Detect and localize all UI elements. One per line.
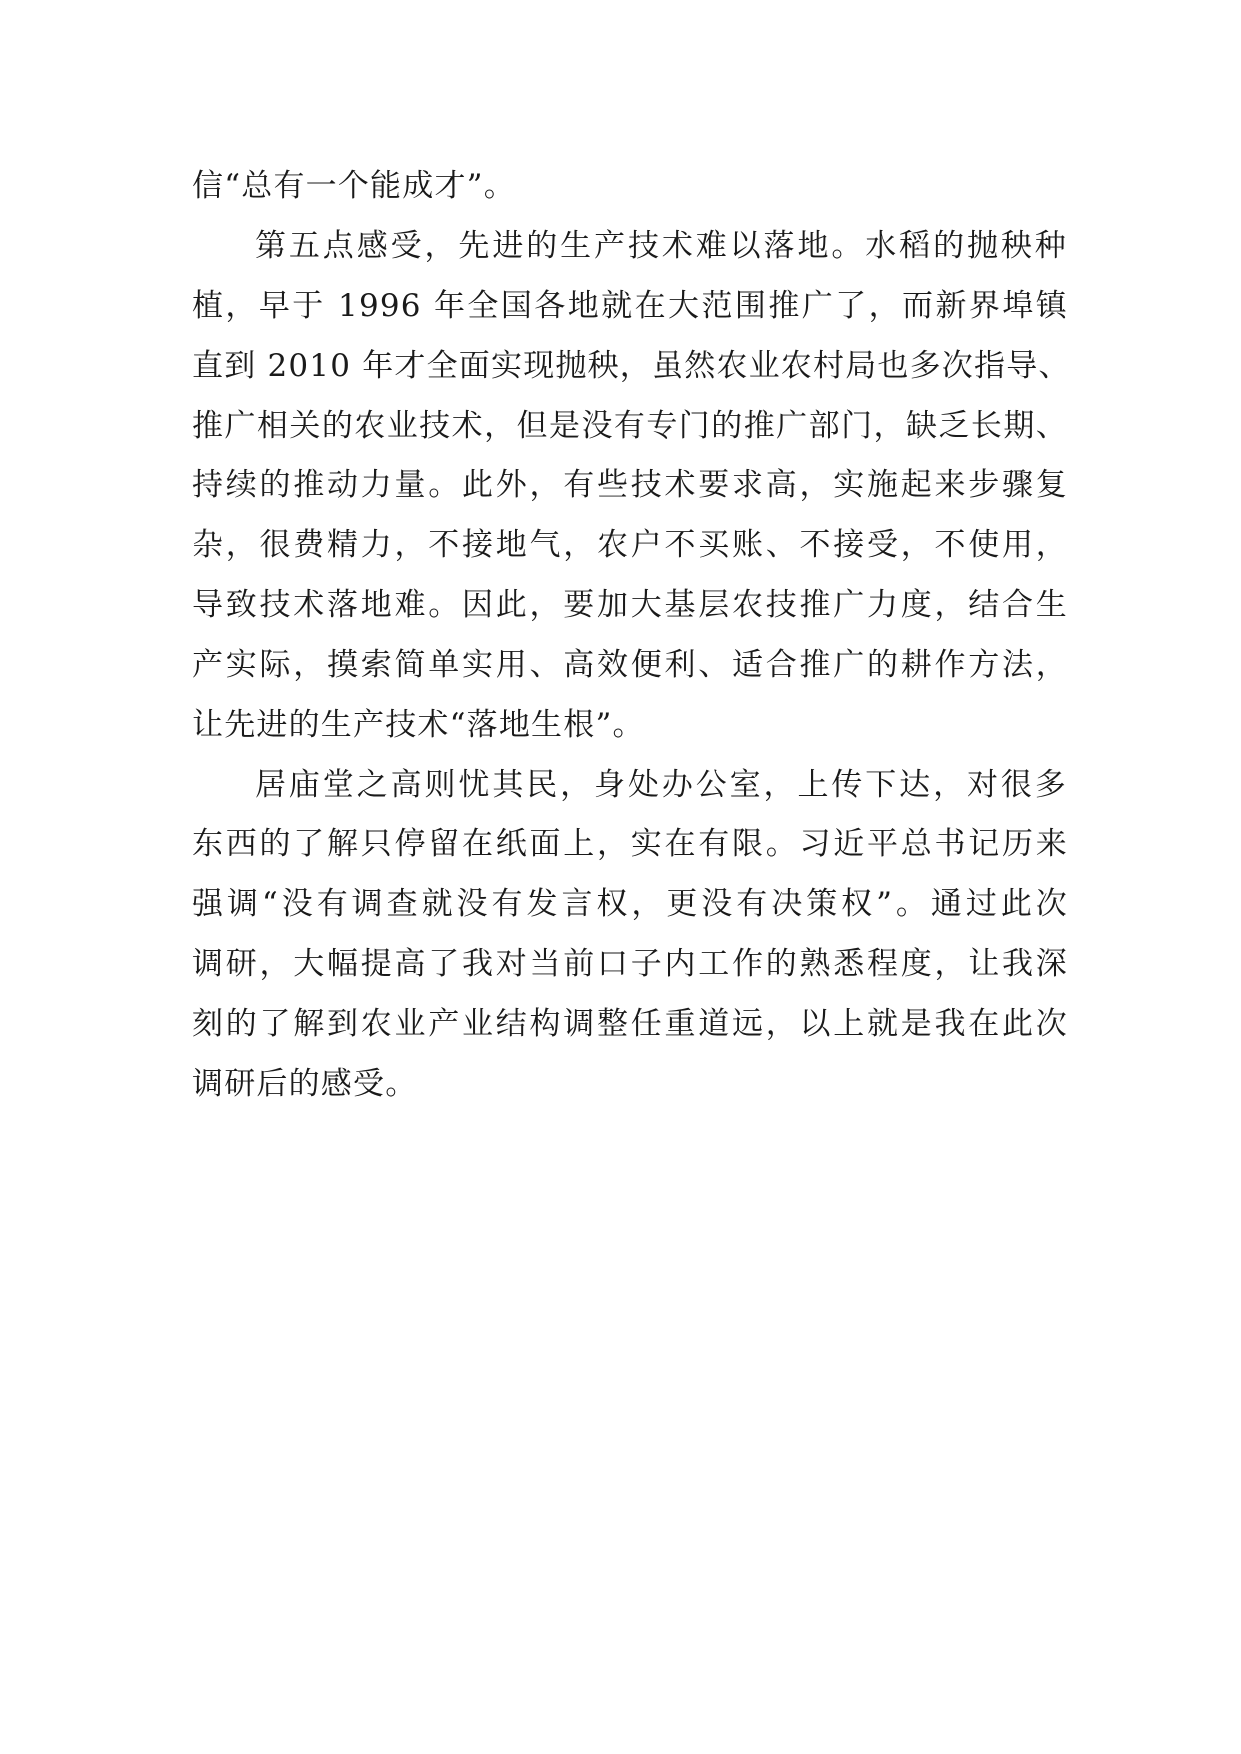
text-line: 让先进的生产技术“落地生根”。 (192, 707, 645, 743)
text-line: 强调“没有调查就没有发言权，更没有决策权”。通过此次 (192, 886, 1068, 922)
text-line: 刻的了解到农业产业结构调整任重道远，以上就是我在此次 (192, 1006, 1068, 1042)
text-line: 植，早于 1996 年全国各地就在大范围推广了，而新界埠镇 (192, 288, 1068, 324)
text-line: 持续的推动力量。此外，有些技术要求高，实施起来步骤复 (192, 467, 1068, 503)
text-line: 东西的了解只停留在纸面上，实在有限。习近平总书记历来 (192, 826, 1068, 862)
text-line: 杂，很费精力，不接地气，农户不买账、不接受，不使用， (192, 527, 1068, 563)
text-line: 信“总有一个能成才”。 (192, 168, 516, 204)
text-line: 产实际，摸索简单实用、高效便利、适合推广的耕作方法， (192, 647, 1068, 683)
text-line: 导致技术落地难。因此，要加大基层农技推广力度，结合生 (192, 587, 1068, 623)
text-line: 调研，大幅提高了我对当前口子内工作的熟悉程度，让我深 (192, 946, 1068, 982)
text-line: 推广相关的农业技术，但是没有专门的推广部门，缺乏长期、 (192, 408, 1068, 444)
paragraph-first-line: 第五点感受，先进的生产技术难以落地。水稻的抛秧种 (255, 228, 1067, 264)
paragraph-first-line: 居庙堂之高则忧其民，身处办公室，上传下达，对很多 (255, 767, 1067, 803)
text-line: 调研后的感受。 (192, 1066, 418, 1102)
text-line: 直到 2010 年才全面实现抛秧，虽然农业农村局也多次指导、 (192, 348, 1071, 384)
